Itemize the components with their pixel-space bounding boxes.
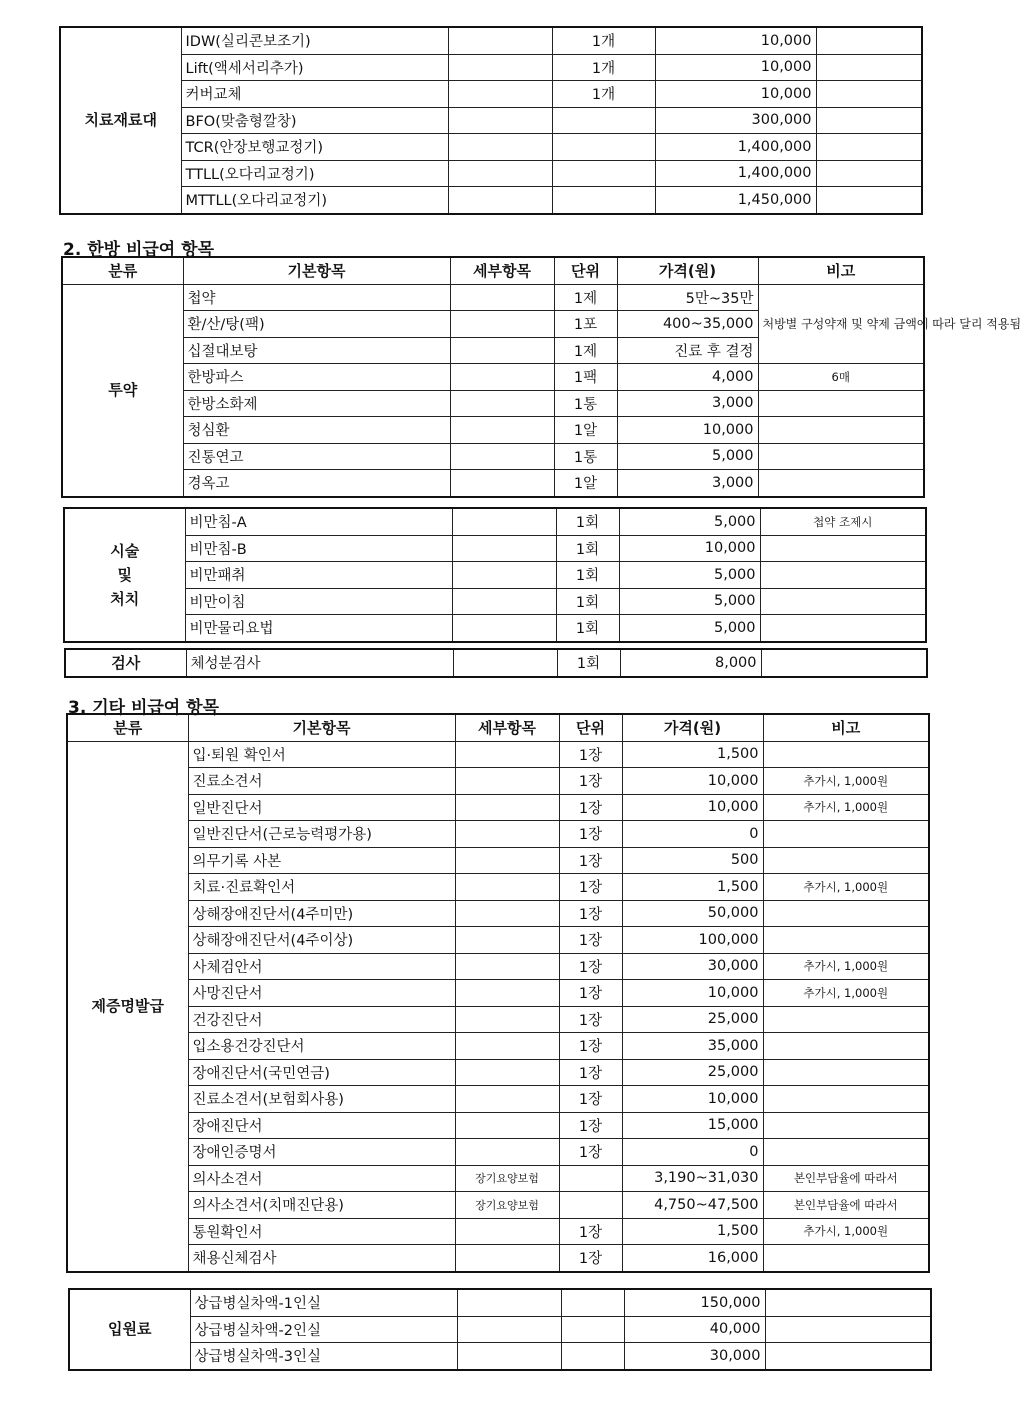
item-subitem	[455, 1245, 559, 1272]
item-name: 한방소화제	[183, 390, 450, 417]
header-subitem: 세부항목	[450, 257, 554, 284]
item-note: 추가시, 1,000원	[763, 980, 929, 1007]
item-unit	[561, 1316, 624, 1343]
header-item: 기본항목	[183, 257, 450, 284]
table-row	[67, 1112, 929, 1139]
item-unit: 1장	[559, 953, 622, 980]
item-unit	[552, 134, 655, 161]
header-subitem: 세부항목	[455, 714, 559, 741]
item-name: IDW(실리콘보조기)	[181, 27, 448, 54]
item-subitem	[450, 417, 554, 444]
item-name: 진료소견서	[188, 768, 455, 795]
table-row	[67, 1192, 929, 1219]
item-unit: 1장	[559, 1245, 622, 1272]
table-row	[67, 1086, 929, 1113]
item-note	[763, 1086, 929, 1113]
item-price: 5,000	[619, 588, 760, 615]
item-price: 30,000	[624, 1343, 765, 1370]
item-price: 5,000	[619, 615, 760, 642]
item-subitem	[448, 160, 552, 187]
item-unit: 1회	[557, 649, 620, 677]
item-note: 본인부담율에 따라서	[763, 1192, 929, 1219]
item-name: TCR(안장보행교정기)	[181, 134, 448, 161]
item-price: 10,000	[622, 980, 763, 1007]
item-name: 의사소견서	[188, 1165, 455, 1192]
item-subitem	[448, 134, 552, 161]
item-note: 추가시, 1,000원	[763, 768, 929, 795]
item-note: 6매	[758, 364, 924, 391]
item-price: 15,000	[622, 1112, 763, 1139]
item-name: 장애진단서(국민연금)	[188, 1059, 455, 1086]
table-row	[65, 649, 927, 677]
item-note	[816, 27, 922, 54]
item-price: 500	[622, 847, 763, 874]
table-row	[67, 1059, 929, 1086]
item-note: 추가시, 1,000원	[763, 794, 929, 821]
item-subitem	[450, 470, 554, 497]
item-note	[763, 1245, 929, 1272]
item-price: 3,190~31,030	[622, 1165, 763, 1192]
item-unit: 1회	[556, 588, 619, 615]
item-price: 30,000	[622, 953, 763, 980]
table-row	[67, 768, 929, 795]
item-subitem	[455, 874, 559, 901]
item-note	[760, 588, 926, 615]
item-price: 0	[622, 821, 763, 848]
item-subitem	[455, 953, 559, 980]
item-note	[816, 107, 922, 134]
item-subitem	[452, 535, 556, 562]
item-note	[763, 1033, 929, 1060]
item-price: 10,000	[622, 768, 763, 795]
header-item: 기본항목	[188, 714, 455, 741]
table-body	[67, 741, 929, 1272]
item-name: 진통연고	[183, 443, 450, 470]
header-note: 비고	[763, 714, 929, 741]
table-tests	[64, 648, 928, 678]
item-name: 일반진단서(근로능력평가용)	[188, 821, 455, 848]
item-subitem	[455, 1139, 559, 1166]
item-unit: 1알	[554, 470, 617, 497]
item-price: 8,000	[620, 649, 761, 677]
table-row	[64, 615, 926, 642]
item-unit: 1통	[554, 443, 617, 470]
section-title-oriental: 2. 한방 비급여 항목	[63, 240, 214, 260]
item-unit: 1팩	[554, 364, 617, 391]
item-subitem	[455, 821, 559, 848]
item-note	[765, 1316, 931, 1343]
table-row	[62, 284, 924, 311]
item-unit: 1회	[556, 535, 619, 562]
table-row	[69, 1289, 931, 1316]
table-row	[60, 134, 922, 161]
item-unit: 1장	[559, 794, 622, 821]
item-name: 상해장애진단서(4주미만)	[188, 900, 455, 927]
item-unit	[552, 160, 655, 187]
item-name: 사체검안서	[188, 953, 455, 980]
item-subitem	[452, 508, 556, 535]
item-subitem: 장기요양보험	[455, 1165, 559, 1192]
item-price: 10,000	[655, 81, 816, 108]
item-name: 입·퇴원 확인서	[188, 741, 455, 768]
item-price: 1,450,000	[655, 187, 816, 214]
item-name: 장애진단서	[188, 1112, 455, 1139]
table-row	[67, 980, 929, 1007]
category-line: 시술	[110, 541, 140, 560]
item-unit: 1장	[559, 1112, 622, 1139]
item-note: 추가시, 1,000원	[763, 874, 929, 901]
item-name: TTLL(오다리교정기)	[181, 160, 448, 187]
item-price: 5,000	[619, 508, 760, 535]
item-subitem	[450, 364, 554, 391]
item-price: 400~35,000	[617, 311, 758, 338]
header-price: 가격(원)	[622, 714, 763, 741]
item-price: 3,000	[617, 470, 758, 497]
item-price: 10,000	[655, 54, 816, 81]
header-unit: 단위	[554, 257, 617, 284]
item-unit: 1회	[556, 562, 619, 589]
item-note	[763, 1112, 929, 1139]
item-name: Lift(액세서리추가)	[181, 54, 448, 81]
table-row	[67, 821, 929, 848]
item-subitem	[448, 187, 552, 214]
item-name: 사망진단서	[188, 980, 455, 1007]
table-row	[62, 417, 924, 444]
item-unit: 1포	[554, 311, 617, 338]
merged-note: 처방별 구성약재 및 약제 금액에 따라 달리 적용됨	[758, 284, 924, 364]
item-unit: 1개	[552, 27, 655, 54]
item-price: 5,000	[619, 562, 760, 589]
item-subitem	[448, 54, 552, 81]
category-cell: 치료재료대	[60, 27, 181, 214]
item-unit	[552, 107, 655, 134]
item-subitem	[455, 794, 559, 821]
item-subitem	[455, 927, 559, 954]
item-subitem	[450, 337, 554, 364]
item-name: 일반진단서	[188, 794, 455, 821]
item-note	[758, 417, 924, 444]
item-note	[765, 1289, 931, 1316]
item-price: 35,000	[622, 1033, 763, 1060]
item-unit: 1개	[552, 54, 655, 81]
item-note	[763, 1139, 929, 1166]
item-unit: 1통	[554, 390, 617, 417]
item-name: 비만물리요법	[185, 615, 452, 642]
item-note	[816, 187, 922, 214]
item-unit: 1개	[552, 81, 655, 108]
item-note	[763, 1006, 929, 1033]
item-name: 장애인증명서	[188, 1139, 455, 1166]
item-note	[758, 470, 924, 497]
table-row	[62, 364, 924, 391]
item-subitem	[457, 1316, 561, 1343]
item-unit: 1회	[556, 615, 619, 642]
table-row	[69, 1343, 931, 1370]
item-price: 5,000	[617, 443, 758, 470]
item-price: 10,000	[617, 417, 758, 444]
item-subitem	[455, 980, 559, 1007]
item-unit: 1제	[554, 337, 617, 364]
table-row	[67, 953, 929, 980]
table-row	[69, 1316, 931, 1343]
item-subitem	[457, 1289, 561, 1316]
item-note	[765, 1343, 931, 1370]
item-unit	[552, 187, 655, 214]
item-price: 진료 후 결정	[617, 337, 758, 364]
category-cell	[64, 508, 185, 642]
table-row	[67, 874, 929, 901]
table-row	[64, 588, 926, 615]
item-subitem	[453, 649, 557, 677]
item-unit: 1장	[559, 1006, 622, 1033]
item-name: 입소용건강진단서	[188, 1033, 455, 1060]
item-note	[816, 81, 922, 108]
item-note	[763, 741, 929, 768]
item-unit: 1장	[559, 980, 622, 1007]
table-row	[60, 187, 922, 214]
table-row	[62, 390, 924, 417]
item-subitem	[455, 768, 559, 795]
item-subitem	[450, 443, 554, 470]
item-note	[761, 649, 927, 677]
header-row	[67, 714, 929, 741]
item-name: 통원확인서	[188, 1218, 455, 1245]
item-price: 4,750~47,500	[622, 1192, 763, 1219]
table-hospitalization	[68, 1288, 932, 1371]
item-name: 커버교체	[181, 81, 448, 108]
item-unit	[559, 1165, 622, 1192]
item-subitem	[450, 390, 554, 417]
table-row	[67, 927, 929, 954]
item-unit: 1장	[559, 741, 622, 768]
header-category: 분류	[67, 714, 188, 741]
table-treatment-materials	[59, 26, 923, 215]
item-name: MTTLL(오다리교정기)	[181, 187, 448, 214]
item-price: 40,000	[624, 1316, 765, 1343]
header-unit: 단위	[559, 714, 622, 741]
item-subitem: 장기요양보험	[455, 1192, 559, 1219]
item-subitem	[448, 27, 552, 54]
item-name: 채용신체검사	[188, 1245, 455, 1272]
table-row	[60, 81, 922, 108]
table-row	[64, 508, 926, 535]
item-note	[816, 54, 922, 81]
item-price: 150,000	[624, 1289, 765, 1316]
item-price: 1,500	[622, 874, 763, 901]
table-row	[64, 535, 926, 562]
item-note	[816, 134, 922, 161]
item-name: 비만침-B	[185, 535, 452, 562]
item-name: 청심환	[183, 417, 450, 444]
item-subitem	[455, 741, 559, 768]
item-price: 10,000	[622, 1086, 763, 1113]
item-note: 추가시, 1,000원	[763, 1218, 929, 1245]
item-name: 상급병실차액-3인실	[190, 1343, 457, 1370]
item-name: 건강진단서	[188, 1006, 455, 1033]
item-name: 십절대보탕	[183, 337, 450, 364]
item-name: BFO(맞춤형깔창)	[181, 107, 448, 134]
table-row	[67, 1165, 929, 1192]
item-price: 1,500	[622, 1218, 763, 1245]
header-price: 가격(원)	[617, 257, 758, 284]
item-name: 비만패취	[185, 562, 452, 589]
table-body	[65, 649, 927, 677]
item-subitem	[452, 562, 556, 589]
item-price: 16,000	[622, 1245, 763, 1272]
category-cell: 검사	[65, 649, 186, 677]
item-name: 비만침-A	[185, 508, 452, 535]
table-row	[64, 562, 926, 589]
item-price: 1,500	[622, 741, 763, 768]
item-note	[760, 562, 926, 589]
item-note	[763, 821, 929, 848]
item-price: 50,000	[622, 900, 763, 927]
item-name: 치료·진료확인서	[188, 874, 455, 901]
category-cell: 투약	[62, 284, 183, 497]
item-price: 1,400,000	[655, 160, 816, 187]
table-body	[69, 1289, 931, 1370]
category-line: 및	[117, 565, 132, 584]
header-row	[62, 257, 924, 284]
item-name: 환/산/탕(팩)	[183, 311, 450, 338]
item-unit: 1장	[559, 874, 622, 901]
category-line: 처치	[110, 589, 140, 608]
item-price: 25,000	[622, 1006, 763, 1033]
table-row	[67, 1218, 929, 1245]
item-unit: 1장	[559, 900, 622, 927]
item-name: 한방파스	[183, 364, 450, 391]
item-note	[760, 615, 926, 642]
item-unit	[561, 1289, 624, 1316]
item-subitem	[450, 311, 554, 338]
item-subitem	[455, 1086, 559, 1113]
item-unit	[561, 1343, 624, 1370]
item-subitem	[455, 847, 559, 874]
item-price: 5만~35만	[617, 284, 758, 311]
item-name: 첩약	[183, 284, 450, 311]
item-unit: 1장	[559, 1059, 622, 1086]
table-row	[67, 847, 929, 874]
item-subitem	[457, 1343, 561, 1370]
item-name: 진료소견서(보험회사용)	[188, 1086, 455, 1113]
item-unit: 1알	[554, 417, 617, 444]
item-unit: 1장	[559, 1033, 622, 1060]
item-subitem	[455, 1033, 559, 1060]
item-note	[763, 1059, 929, 1086]
item-price: 3,000	[617, 390, 758, 417]
item-unit: 1제	[554, 284, 617, 311]
table-row	[67, 1033, 929, 1060]
item-note	[816, 160, 922, 187]
item-unit: 1회	[556, 508, 619, 535]
table-body	[62, 284, 1021, 497]
item-subitem	[450, 284, 554, 311]
item-unit	[559, 1192, 622, 1219]
item-price: 10,000	[622, 794, 763, 821]
item-price: 1,400,000	[655, 134, 816, 161]
item-subitem	[455, 1218, 559, 1245]
item-note	[760, 535, 926, 562]
item-unit: 1장	[559, 1218, 622, 1245]
table-body	[60, 27, 922, 214]
item-subitem	[452, 588, 556, 615]
table-header	[67, 714, 929, 741]
item-price: 25,000	[622, 1059, 763, 1086]
item-note	[758, 390, 924, 417]
item-note: 첩약 조제시	[760, 508, 926, 535]
table-medication	[61, 256, 1021, 498]
item-price: 0	[622, 1139, 763, 1166]
item-note: 추가시, 1,000원	[763, 953, 929, 980]
table-row	[60, 27, 922, 54]
header-note: 비고	[758, 257, 924, 284]
table-body	[64, 508, 926, 642]
table-header	[62, 257, 924, 284]
item-subitem	[455, 1059, 559, 1086]
item-name: 상해장애진단서(4주이상)	[188, 927, 455, 954]
section-title-other: 3. 기타 비급여 항목	[68, 698, 219, 718]
item-unit: 1장	[559, 1139, 622, 1166]
item-unit: 1장	[559, 768, 622, 795]
table-row	[67, 741, 929, 768]
item-unit: 1장	[559, 927, 622, 954]
item-price: 10,000	[619, 535, 760, 562]
item-note	[763, 927, 929, 954]
item-name: 체성분검사	[186, 649, 453, 677]
table-row	[67, 1245, 929, 1272]
item-price: 4,000	[617, 364, 758, 391]
table-procedures	[63, 507, 927, 643]
item-name: 경옥고	[183, 470, 450, 497]
item-unit: 1장	[559, 821, 622, 848]
table-row	[62, 443, 924, 470]
item-subitem	[455, 900, 559, 927]
table-row	[67, 900, 929, 927]
item-name: 비만이침	[185, 588, 452, 615]
table-row	[60, 160, 922, 187]
table-row	[60, 107, 922, 134]
item-note	[763, 847, 929, 874]
item-price: 100,000	[622, 927, 763, 954]
item-unit: 1장	[559, 1086, 622, 1113]
item-name: 상급병실차액-1인실	[190, 1289, 457, 1316]
category-cell: 입원료	[69, 1289, 190, 1370]
item-name: 의무기록 사본	[188, 847, 455, 874]
table-row	[62, 470, 924, 497]
item-unit: 1장	[559, 847, 622, 874]
item-name: 상급병실차액-2인실	[190, 1316, 457, 1343]
item-note: 본인부담율에 따라서	[763, 1165, 929, 1192]
table-row	[67, 794, 929, 821]
item-price: 300,000	[655, 107, 816, 134]
item-subitem	[448, 81, 552, 108]
item-price: 10,000	[655, 27, 816, 54]
table-row	[67, 1006, 929, 1033]
table-row	[67, 1139, 929, 1166]
header-category: 분류	[62, 257, 183, 284]
item-name: 의사소견서(치매진단용)	[188, 1192, 455, 1219]
category-cell: 제증명발급	[67, 741, 188, 1272]
item-subitem	[455, 1006, 559, 1033]
table-certificates	[66, 713, 930, 1273]
item-subitem	[452, 615, 556, 642]
item-subitem	[448, 107, 552, 134]
item-note	[763, 900, 929, 927]
item-note	[758, 443, 924, 470]
table-row	[60, 54, 922, 81]
item-subitem	[455, 1112, 559, 1139]
